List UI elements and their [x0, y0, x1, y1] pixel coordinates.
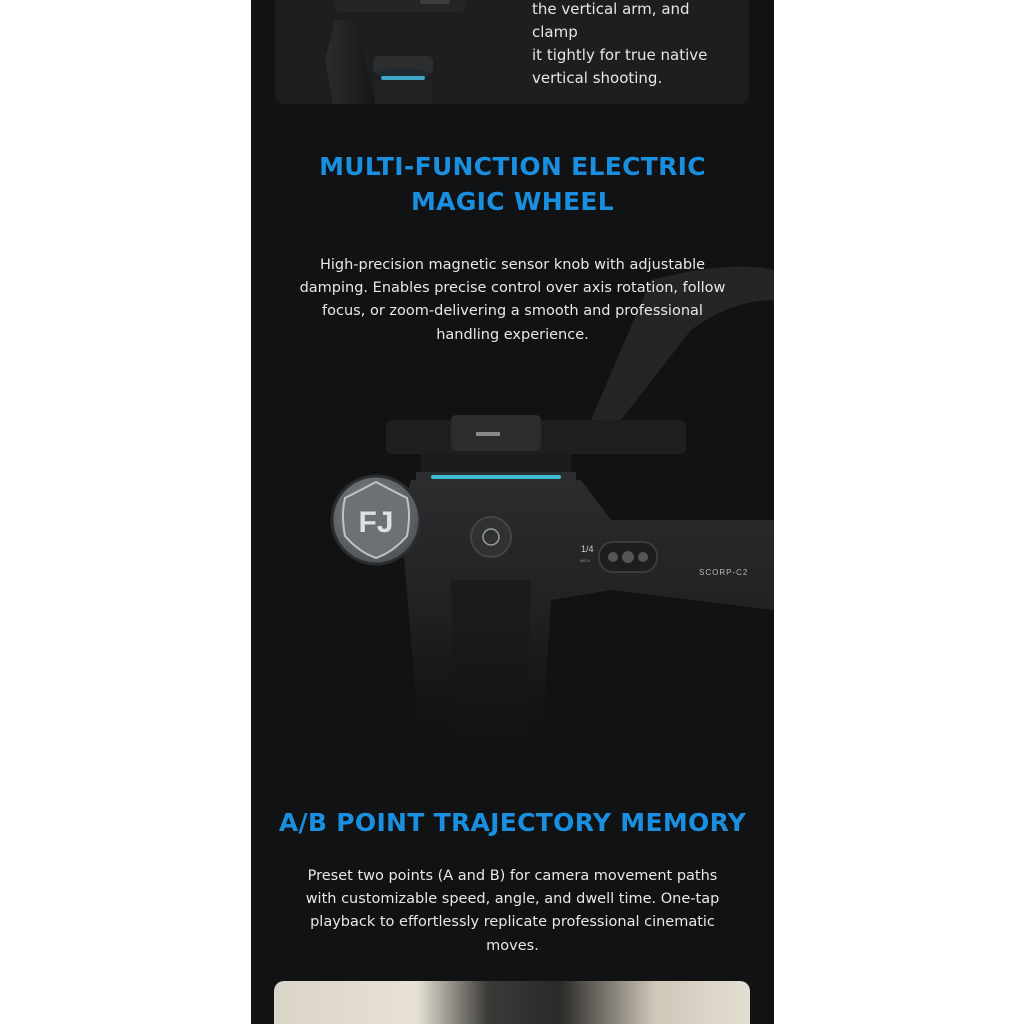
wheel-title-line1: MULTI-FUNCTION ELECTRIC [319, 152, 706, 181]
wheel-section-title [251, 149, 774, 219]
vertical-shooting-card [275, 0, 749, 104]
wheel-section-description: High-precision magnetic sensor knob with adjustable damping. Enables precise control over axis rotation, follow focus, or zoom-delivering a smooth and professional handling experience. [299, 257, 726, 343]
product-page [251, 0, 774, 1024]
wheel-title-line2: MAGIC WHEEL [411, 187, 614, 216]
gimbal-image [295, 0, 475, 104]
trajectory-image-card [274, 981, 750, 1024]
vertical-shooting-text: the vertical arm, and clamp it tightly for true native vertical shooting. [532, 0, 708, 87]
trajectory-section-title: A/B POINT TRAJECTORY MEMORY [278, 808, 747, 837]
trajectory-section-description: Preset two points (A and B) for camera movement paths with customizable speed, angle, and dwell time. One-tap playback to effortlessly replicate professional cinematic moves. [305, 868, 720, 954]
